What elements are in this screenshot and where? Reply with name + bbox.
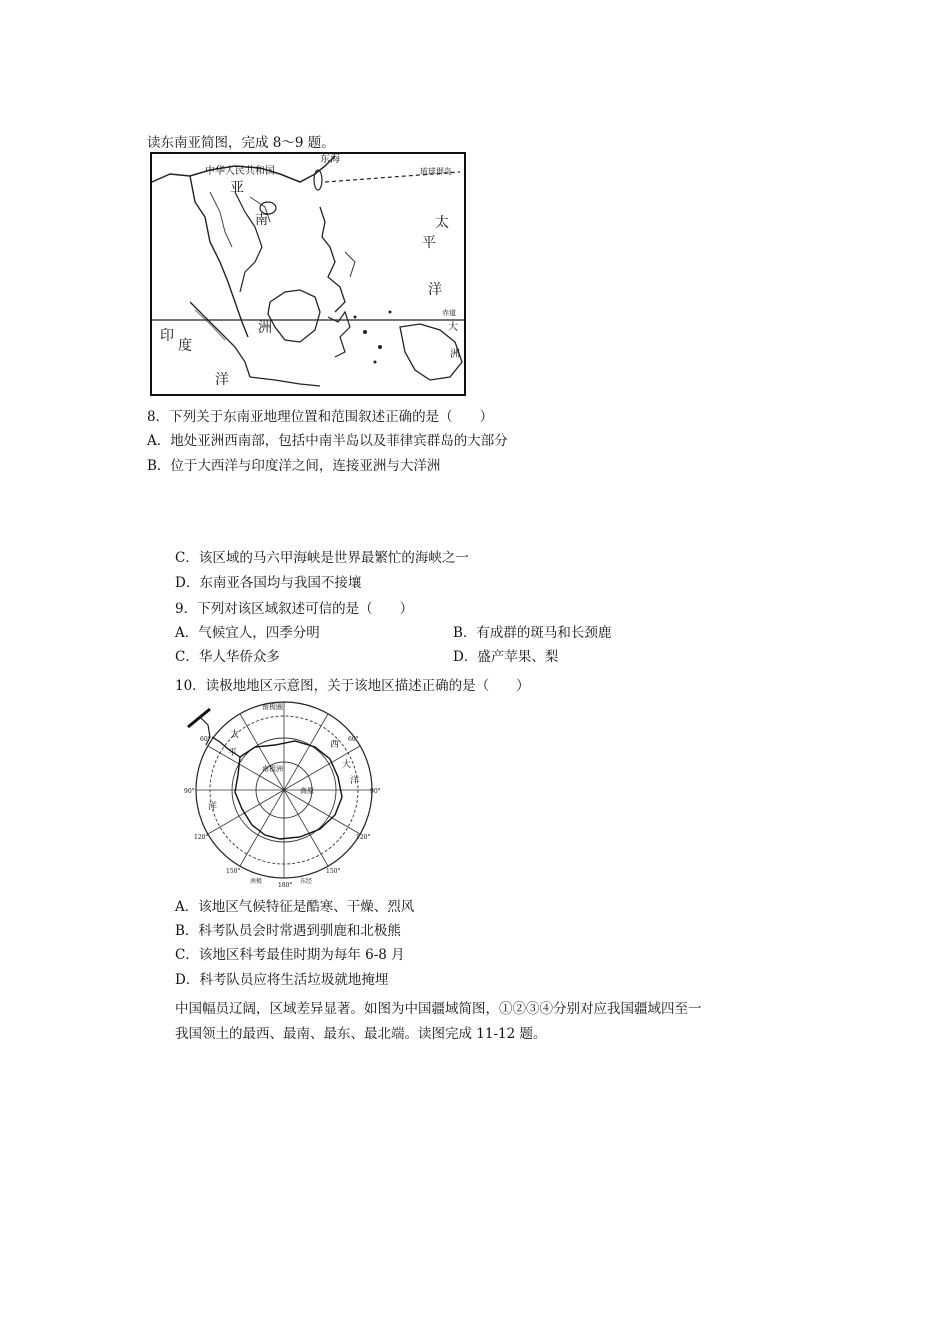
q10-option-d: D．科考队员应将生活垃圾就地掩埋	[175, 972, 389, 988]
sea-map-label-equator: 赤道	[442, 309, 456, 317]
sea-map-label-zhou: 洲	[258, 320, 272, 336]
polar-label-ping: 平	[228, 748, 238, 758]
q9-option-c: C．华人华侨众多	[175, 649, 280, 665]
sea-map-label-ryukyu: 琉球群岛	[420, 167, 452, 176]
sea-map-label-yang-pacific: 洋	[428, 282, 442, 298]
q8-option-d: D．东南亚各国均与我国不接壤	[175, 575, 362, 591]
q8-option-a: A．地处亚洲西南部，包括中南半岛以及菲律宾群岛的大部分	[147, 433, 508, 449]
q9-option-b: B．有成群的斑马和长颈鹿	[453, 625, 612, 641]
sea-map-label-donghai: 东海	[320, 154, 340, 165]
sea-map-label-da: 大	[448, 322, 458, 333]
polar-label-da: 大	[342, 760, 352, 770]
polar-label-yang2: 洋	[350, 776, 360, 786]
polar-label-180: 180°	[278, 882, 293, 889]
polar-label-90e: 90°	[370, 788, 381, 795]
q10-option-c: C．该地区科考最佳时期为每年 6-8 月	[175, 947, 405, 963]
sea-map-label-ya: 亚	[230, 180, 244, 196]
intro-sea: 读东南亚简图，完成 8～9 题。	[147, 135, 335, 151]
q10-option-b: B．科考队员会时常遇到驯鹿和北极熊	[175, 923, 401, 939]
polar-label-nanji-top: 南极圈	[262, 703, 283, 711]
polar-label-west: 西	[330, 740, 340, 750]
china-intro-line1: 中国幅员辽阔，区域差异显著。如图为中国疆域简图，①②③④分别对应我国疆域四至一	[175, 1001, 702, 1017]
polar-label-60w: 60°	[200, 736, 211, 743]
q9-option-a: A．气候宜人，四季分明	[175, 625, 320, 641]
polar-label-60e: 60°	[348, 736, 359, 743]
antarctica-map	[180, 697, 385, 892]
q9-option-d: D．盛产苹果、梨	[453, 649, 559, 665]
q8-stem: 8．下列关于东南亚地理位置和范围叙述正确的是（ ）	[147, 409, 494, 425]
polar-label-yang: 洋	[208, 802, 218, 812]
southeast-asia-map	[150, 152, 466, 396]
sea-map-label-nan: 南	[255, 213, 269, 228]
polar-label-tai: 太	[230, 730, 240, 740]
sea-map-label-du: 度	[178, 338, 192, 354]
polar-label-90w: 90°	[184, 788, 195, 795]
sea-map-label-china: 中华人民共和国	[205, 166, 275, 177]
q8-option-c: C．该区域的马六甲海峡是世界最繁忙的海峡之一	[175, 550, 469, 566]
sea-map-label-yin: 印	[160, 328, 174, 344]
polar-label-bottom-left: 南极	[250, 878, 263, 885]
china-intro-line2: 我国领土的最西、最南、最东、最北端。读图完成 11-12 题。	[175, 1026, 547, 1042]
polar-label-150w: 150°	[226, 868, 241, 875]
q10-option-a: A．该地区气候特征是酷寒、干燥、烈风	[175, 899, 415, 915]
polar-label-plateau: 高原	[300, 787, 314, 795]
sea-map-label-ping: 平	[422, 235, 436, 251]
polar-label-station: 南极洲	[262, 765, 283, 773]
polar-label-120e: 120°	[356, 834, 371, 841]
polar-label-150e: 150°	[326, 868, 341, 875]
polar-label-bottom-right: 东经	[300, 878, 313, 885]
sea-map-label-tai: 太	[435, 215, 449, 231]
q10-stem: 10．读极地地区示意图，关于该地区描述正确的是（ ）	[175, 678, 530, 694]
q9-stem: 9．下列对该区域叙述可信的是（ ）	[175, 601, 414, 617]
q8-option-b: B．位于大西洋与印度洋之间，连接亚洲与大洋洲	[147, 458, 441, 474]
sea-map-label-zhou2: 洲	[450, 349, 460, 360]
polar-label-120w: 120°	[194, 834, 209, 841]
sea-map-label-yang-indian: 洋	[215, 372, 229, 388]
